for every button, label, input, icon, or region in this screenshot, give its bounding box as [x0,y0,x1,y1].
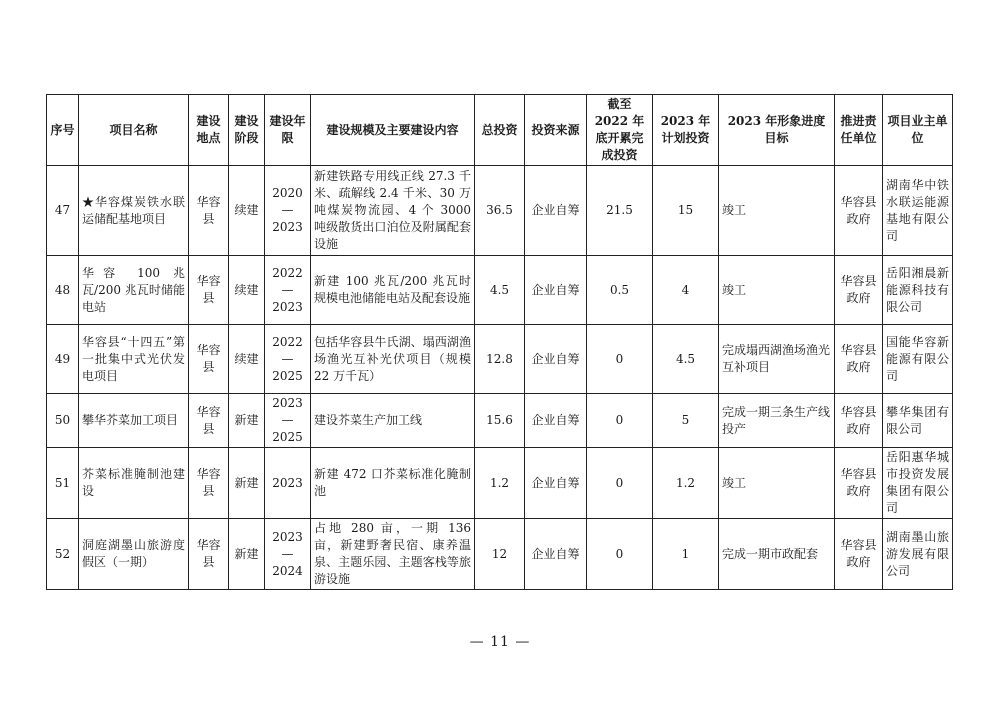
cell-goal2023: 竣工 [719,166,835,256]
cell-resp: 华容县政府 [835,448,883,519]
table-row [47,166,953,256]
cell-name: ★华容煤炭铁水联运储配基地项目 [79,166,189,256]
cell-goal2023: 完成一期三条生产线投产 [719,394,835,448]
table-row [47,448,953,519]
header-goal2023: 2023 年形象进度目标 [719,95,835,166]
cell-content: 新建 472 口芥菜标准化腌制池 [311,448,475,519]
cell-goal2023: 竣工 [719,256,835,325]
header-stage: 建设阶段 [229,95,265,166]
cell-total: 4.5 [475,256,525,325]
cell-completed: 0 [587,448,653,519]
cell-stage: 续建 [229,325,265,394]
cell-name: 华容县“十四五”第一批集中式光伏发电项目 [79,325,189,394]
table-header-row [47,95,953,166]
cell-completed: 21.5 [587,166,653,256]
header-name: 项目名称 [79,95,189,166]
cell-completed: 0.5 [587,256,653,325]
cell-stage: 续建 [229,256,265,325]
cell-source: 企业自筹 [525,256,587,325]
project-table [46,94,953,590]
cell-period: 2022—2023 [265,256,311,325]
cell-name: 攀华芥菜加工项目 [79,394,189,448]
cell-period: 2022—2025 [265,325,311,394]
cell-name: 芥菜标准腌制池建设 [79,448,189,519]
cell-owner: 岳阳湘晨新能源科技有限公司 [883,256,953,325]
header-seq: 序号 [47,95,79,166]
header-content: 建设规模及主要建设内容 [311,95,475,166]
cell-seq: 49 [47,325,79,394]
cell-content: 新建 100 兆瓦/200 兆瓦时规模电池储能电站及配套设施 [311,256,475,325]
cell-period: 2023 [265,448,311,519]
cell-resp: 华容县政府 [835,394,883,448]
header-period: 建设年限 [265,95,311,166]
header-source: 投资来源 [525,95,587,166]
header-total: 总投资 [475,95,525,166]
cell-location: 华容县 [189,166,229,256]
cell-location: 华容县 [189,394,229,448]
cell-stage: 新建 [229,519,265,590]
cell-resp: 华容县政府 [835,519,883,590]
cell-seq: 48 [47,256,79,325]
cell-resp: 华容县政府 [835,325,883,394]
cell-seq: 51 [47,448,79,519]
cell-stage: 新建 [229,448,265,519]
cell-content: 建设芥菜生产加工线 [311,394,475,448]
cell-owner: 湖南华中铁水联运能源基地有限公司 [883,166,953,256]
cell-goal2023: 完成一期市政配套 [719,519,835,590]
cell-plan2023: 4 [653,256,719,325]
cell-plan2023: 4.5 [653,325,719,394]
cell-completed: 0 [587,325,653,394]
cell-content: 占地 280 亩，一期 136 亩，新建野奢民宿、康养温泉、主题乐园、主题客栈等旅游设施 [311,519,475,590]
cell-period: 2023—2024 [265,519,311,590]
cell-content: 包括华容县牛氏湖、塌西湖渔场渔光互补光伏项目（规模 22 万千瓦） [311,325,475,394]
cell-resp: 华容县政府 [835,166,883,256]
cell-plan2023: 15 [653,166,719,256]
cell-seq: 52 [47,519,79,590]
cell-location: 华容县 [189,256,229,325]
cell-owner: 攀华集团有限公司 [883,394,953,448]
cell-total: 36.5 [475,166,525,256]
header-plan2023: 2023 年计划投资 [653,95,719,166]
cell-resp: 华容县政府 [835,256,883,325]
cell-completed: 0 [587,394,653,448]
cell-total: 1.2 [475,448,525,519]
cell-plan2023: 1.2 [653,448,719,519]
cell-location: 华容县 [189,448,229,519]
table-row [47,519,953,590]
cell-total: 12 [475,519,525,590]
table-row [47,394,953,448]
cell-seq: 50 [47,394,79,448]
cell-owner: 国能华容新能源有限公司 [883,325,953,394]
table-row [47,325,953,394]
cell-location: 华容县 [189,519,229,590]
page-number: — 11 — [469,634,531,650]
cell-source: 企业自筹 [525,166,587,256]
cell-completed: 0 [587,519,653,590]
cell-source: 企业自筹 [525,448,587,519]
cell-period: 2020—2023 [265,166,311,256]
cell-name: 华容 100 兆瓦/200 兆瓦时储能电站 [79,256,189,325]
cell-source: 企业自筹 [525,519,587,590]
cell-plan2023: 5 [653,394,719,448]
cell-owner: 岳阳惠华城市投资发展集团有限公司 [883,448,953,519]
header-completed: 截至 2022 年底开累完成投资 [587,95,653,166]
header-resp: 推进责任单位 [835,95,883,166]
cell-source: 企业自筹 [525,325,587,394]
cell-stage: 续建 [229,166,265,256]
header-location: 建设地点 [189,95,229,166]
cell-goal2023: 竣工 [719,448,835,519]
cell-source: 企业自筹 [525,394,587,448]
cell-name: 洞庭湖墨山旅游度假区（一期） [79,519,189,590]
header-owner: 项目业主单位 [883,95,953,166]
cell-period: 2023—2025 [265,394,311,448]
cell-seq: 47 [47,166,79,256]
cell-total: 12.8 [475,325,525,394]
cell-location: 华容县 [189,325,229,394]
cell-owner: 湖南墨山旅游发展有限公司 [883,519,953,590]
cell-content: 新建铁路专用线正线 27.3 千米、疏解线 2.4 千米、30 万吨煤炭物流园、4 个 3000 吨级散货出口泊位及附属配套设施 [311,166,475,256]
cell-goal2023: 完成塌西湖渔场渔光互补项目 [719,325,835,394]
cell-stage: 新建 [229,394,265,448]
cell-total: 15.6 [475,394,525,448]
table-row [47,256,953,325]
cell-plan2023: 1 [653,519,719,590]
